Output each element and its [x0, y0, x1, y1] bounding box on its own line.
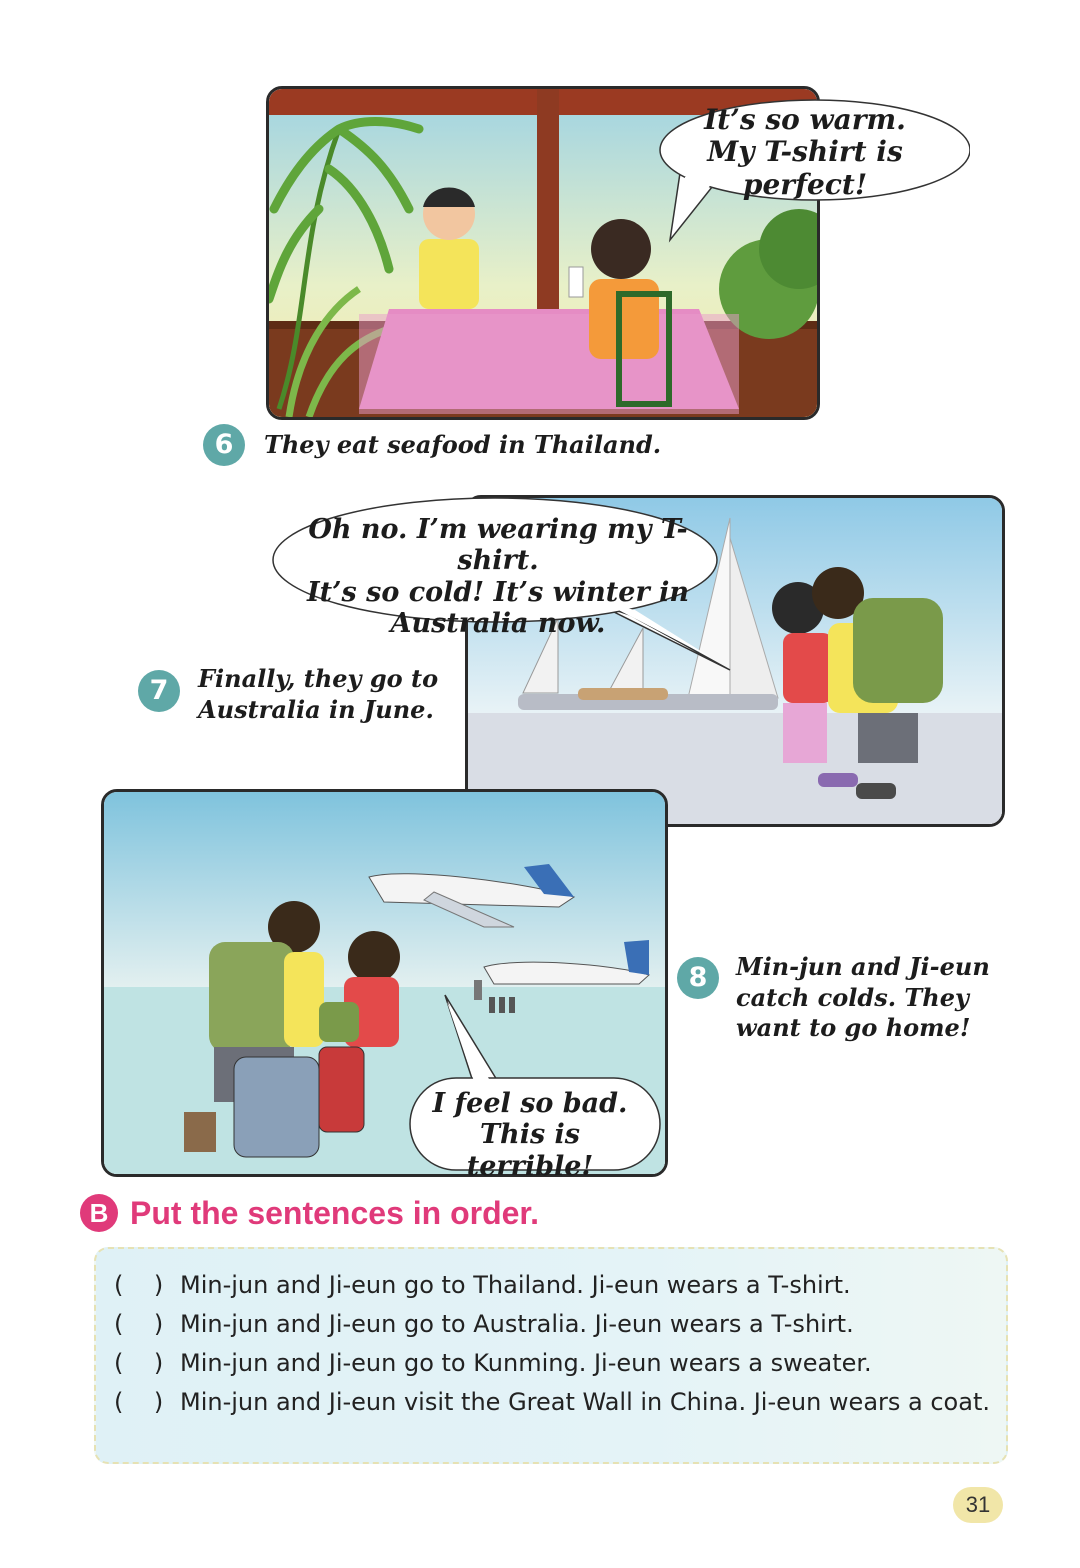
section-b-letter: B [80, 1194, 118, 1232]
panel-8-caption-line-2: catch colds. They [736, 982, 969, 1012]
speech-7-line-1: Oh no. I’m wearing my T-shirt. [308, 514, 688, 577]
section-b-title: Put the sentences in order. [130, 1195, 539, 1231]
panel-6-number: 6 [203, 424, 245, 466]
order-sentence: Min-jun and Ji-eun go to Kunming. Ji-eun wears a sweater. [180, 1349, 872, 1377]
panel-8-caption [736, 952, 1036, 1044]
speech-6-line-2: My T-shirt is perfect! [707, 135, 903, 201]
panel-7-caption-line-1: Finally, they go to [198, 664, 439, 693]
speech-bubble-7 [278, 514, 718, 639]
panel-7-caption [198, 664, 468, 725]
order-sentence: Min-jun and Ji-eun go to Thailand. Ji-eun wears a T-shirt. [180, 1271, 851, 1299]
answer-blank[interactable]: ( ) [114, 1271, 164, 1299]
panel-8-number: 8 [677, 957, 719, 999]
speech-6-line-1: It’s so warm. [704, 103, 906, 136]
page-number: 31 [953, 1487, 1003, 1523]
order-sentence: Min-jun and Ji-eun go to Australia. Ji-eun wears a T-shirt. [180, 1310, 854, 1338]
answer-blank[interactable]: ( ) [114, 1310, 164, 1338]
panel-8-caption-line-1: Min-jun and Ji-eun [736, 952, 990, 981]
answer-blank[interactable]: ( ) [114, 1349, 164, 1377]
order-exercise-box [94, 1247, 1008, 1464]
speech-8-line-1: I feel so bad. [432, 1088, 628, 1119]
panel-7-caption-line-2: Australia in June. [198, 694, 434, 724]
answer-blank[interactable]: ( ) [114, 1388, 164, 1416]
speech-bubble-6 [650, 104, 960, 201]
order-sentence: Min-jun and Ji-eun visit the Great Wall in China. Ji-eun wears a coat. [180, 1388, 990, 1416]
speech-7-line-2: It’s so cold! It’s winter in [307, 576, 689, 608]
panel-8-caption-line-3: want to go home! [736, 1013, 971, 1043]
speech-bubble-8 [415, 1088, 645, 1182]
panel-7-number: 7 [138, 670, 180, 712]
speech-8-line-2: This is terrible! [466, 1119, 594, 1182]
panel-6-caption: They eat seafood in Thailand. [264, 430, 662, 459]
speech-7-line-3: Australia now. [390, 607, 606, 639]
